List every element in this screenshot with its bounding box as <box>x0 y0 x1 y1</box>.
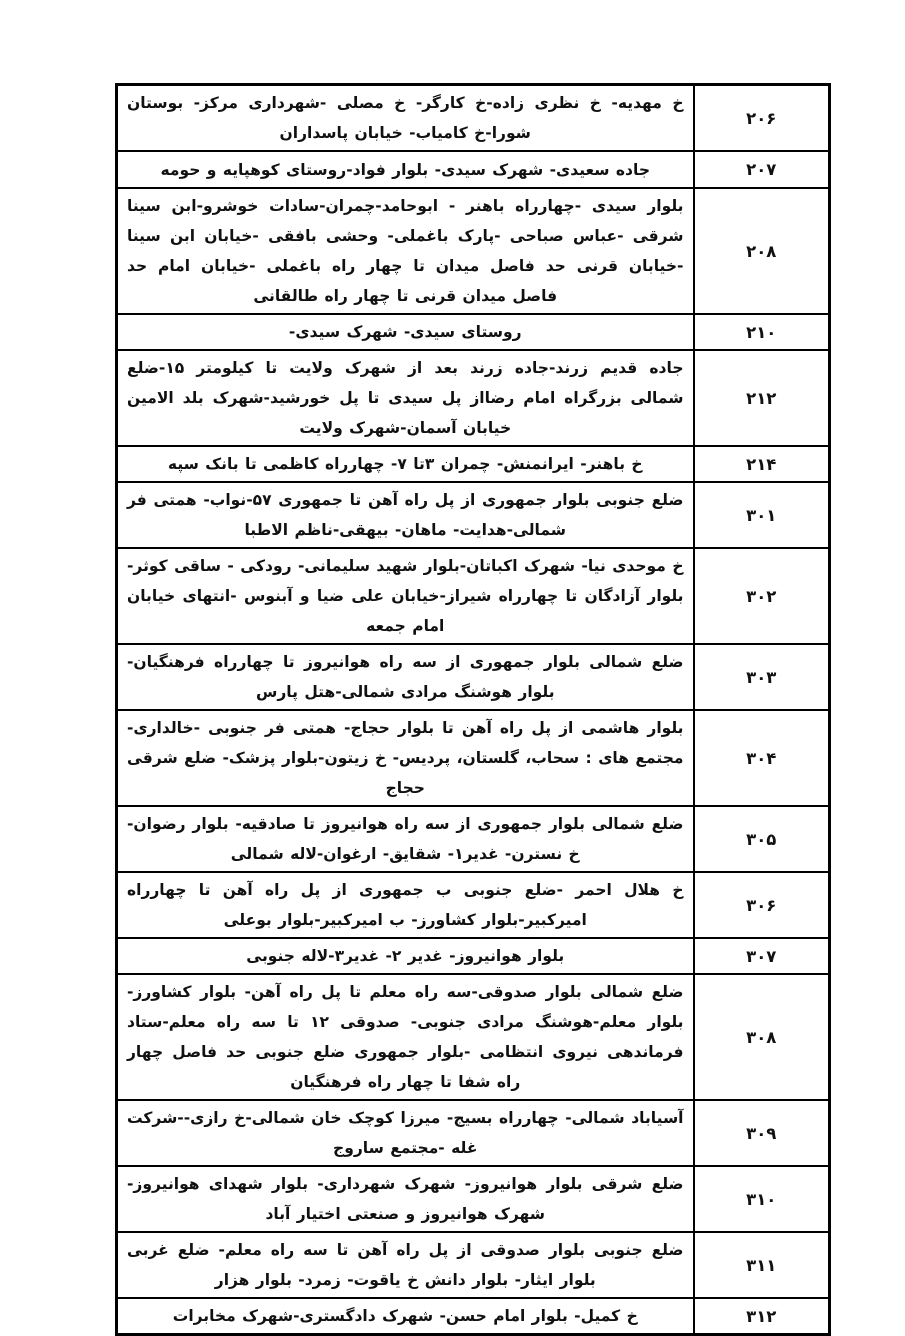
table-row <box>117 710 830 806</box>
route-code: ۲۱۴ <box>694 446 830 482</box>
route-description: ضلع شمالی بلوار جمهوری از سه راه هوانیروز تا صادقیه- بلوار رضوان- خ نسترن- غدیر۱- شقایق- ارغوان-لاله شمالی <box>117 806 694 872</box>
route-description: خ باهنر- ایرانمنش- چمران ۳تا ۷- چهارراه کاظمی تا بانک سپه <box>117 446 694 482</box>
route-description: ضلع شرقی بلوار هوانیروز- شهرک شهرداری- بلوار شهدای هوانیروز- شهرک هوانیروز و صنعتی اختیار آباد <box>117 1166 694 1232</box>
route-code: ۲۰۸ <box>694 188 830 314</box>
route-code: ۲۰۶ <box>694 85 830 152</box>
route-description: بلوار هوانیروز- غدیر ۲- غدیر۳-لاله جنوبی <box>117 938 694 974</box>
table-row <box>117 350 830 446</box>
route-description: روستای سیدی- شهرک سیدی- <box>117 314 694 350</box>
route-description: ضلع جنوبی بلوار جمهوری از پل راه آهن تا جمهوری ۵۷-نواب- همتی فر شمالی-هدایت- ماهان- بیهقی-ناظم الاطبا <box>117 482 694 548</box>
routes-table <box>115 83 831 1336</box>
route-description: ضلع جنوبی بلوار صدوقی از پل راه آهن تا سه راه معلم- ضلع غربی بلوار ایثار- بلوار دانش خ یاقوت- زمرد- بلوار هزار <box>117 1232 694 1298</box>
route-description: ضلع شمالی بلوار صدوقی-سه راه معلم تا پل راه آهن- بلوار کشاورز- بلوار معلم-هوشنگ مرادی جنوبی- صدوقی ۱۲ تا سه راه معلم-ستاد فرماندهی نیروی انتظامی -بلوار جمهوری ضلع جنوبی حد فاصل چهار راه شفا تا چهار راه فرهنگیان <box>117 974 694 1100</box>
route-description: خ موحدی نیا- شهرک اکباتان-بلوار شهید سلیمانی- رودکی - ساقی کوثر- بلوار آزادگان تا چهارراه شیراز-خیابان علی ضیا و آبنوس -انتهای خیابان امام جمعه <box>117 548 694 644</box>
route-code: ۳۰۱ <box>694 482 830 548</box>
table-row <box>117 1166 830 1232</box>
table-row <box>117 1298 830 1335</box>
route-code: ۲۱۰ <box>694 314 830 350</box>
route-code: ۳۰۸ <box>694 974 830 1100</box>
route-description: آسیاباد شمالی- چهارراه بسیج- میرزا کوچک خان شمالی-خ رازی--شرکت غله -مجتمع ساروج <box>117 1100 694 1166</box>
table-row <box>117 85 830 152</box>
table-row <box>117 188 830 314</box>
route-code: ۳۱۲ <box>694 1298 830 1335</box>
route-description: جاده قدیم زرند-جاده زرند بعد از شهرک ولایت تا کیلومتر ۱۵-ضلع شمالی بزرگراه امام رضااز پل سیدی تا پل خورشید-شهرک بلد الامین خیابان آسمان-شهرک ولایت <box>117 350 694 446</box>
table-row <box>117 151 830 188</box>
route-code: ۳۰۳ <box>694 644 830 710</box>
route-description: جاده سعیدی- شهرک سیدی- بلوار فواد-روستای کوهپایه و حومه <box>117 151 694 188</box>
route-code: ۳۰۲ <box>694 548 830 644</box>
route-code: ۳۰۴ <box>694 710 830 806</box>
table-row <box>117 314 830 350</box>
table-row <box>117 1232 830 1298</box>
route-code: ۳۰۶ <box>694 872 830 938</box>
table-row <box>117 872 830 938</box>
table-row <box>117 482 830 548</box>
table-row <box>117 446 830 482</box>
route-code: ۳۱۰ <box>694 1166 830 1232</box>
route-code: ۲۱۲ <box>694 350 830 446</box>
route-description: بلوار هاشمی از پل راه آهن تا بلوار حجاج- همتی فر جنوبی -خالداری- مجتمع های : سحاب، گلستان، پردیس- خ زیتون-بلوار پزشک- ضلع شرقی حجاج <box>117 710 694 806</box>
route-code: ۳۰۷ <box>694 938 830 974</box>
table-row <box>117 548 830 644</box>
route-code: ۳۰۵ <box>694 806 830 872</box>
route-code: ۳۰۹ <box>694 1100 830 1166</box>
route-description: ضلع شمالی بلوار جمهوری از سه راه هوانیروز تا چهارراه فرهنگیان- بلوار هوشنگ مرادی شمالی-هتل پارس <box>117 644 694 710</box>
table-row <box>117 806 830 872</box>
route-code: ۲۰۷ <box>694 151 830 188</box>
table-row <box>117 974 830 1100</box>
table-row <box>117 644 830 710</box>
table-row <box>117 1100 830 1166</box>
route-description: بلوار سیدی -چهارراه باهنر - ابوحامد-چمران-سادات خوشرو-ابن سینا شرقی -عباس صباحی -پارک باغملی- وحشی بافقی -خیابان ابن سینا -خیابان قرنی حد فاصل میدان تا چهار راه باغملی -خیابان امام حد فاصل میدان قرنی تا چهار راه طالقانی <box>117 188 694 314</box>
table-row <box>117 938 830 974</box>
route-description: خ مهدیه- خ نظری زاده-خ کارگر- خ مصلی -شهرداری مرکز- بوستان شورا-خ کامیاب- خیابان پاسداران <box>117 85 694 152</box>
route-code: ۳۱۱ <box>694 1232 830 1298</box>
route-description: خ کمیل- بلوار امام حسن- شهرک دادگستری-شهرک مخابرات <box>117 1298 694 1335</box>
route-description: خ هلال احمر -ضلع جنوبی ب جمهوری از پل راه آهن تا چهارراه امیرکبیر-بلوار کشاورز- ب امیرکبیر-بلوار بوعلی <box>117 872 694 938</box>
